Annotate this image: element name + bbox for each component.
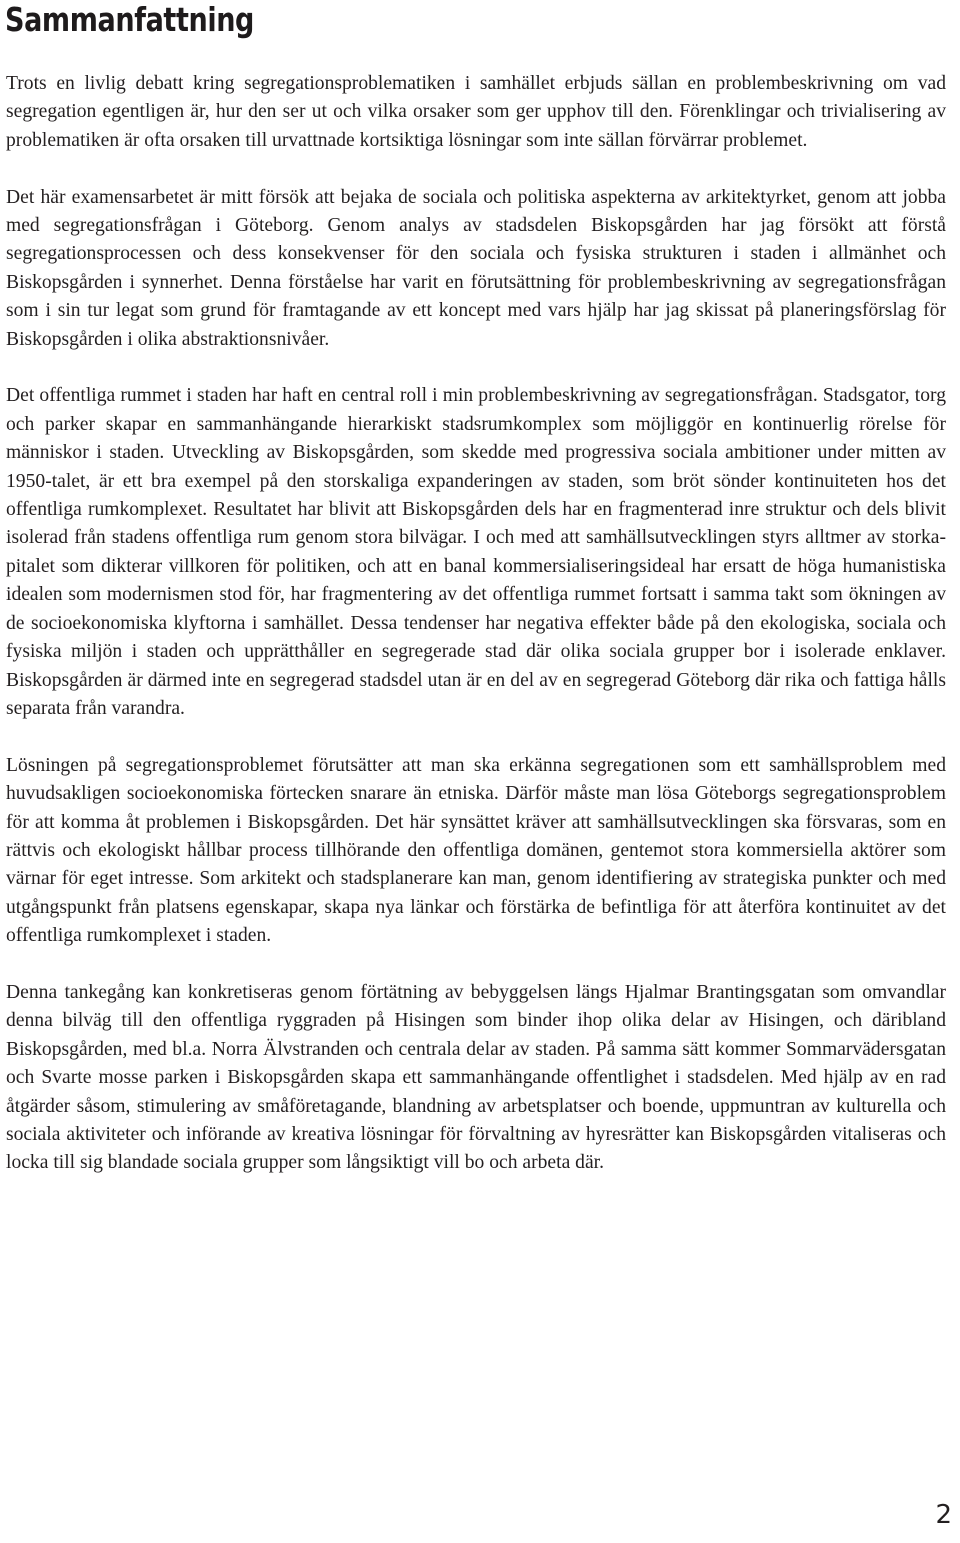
paragraph-4: Lösningen på segregationsproblemet förutsätter att man ska erkänna segregationen som ett samhällsproblem med huvudsakligen socioekonomiska förtecken snarare än etniska. Därför måste man lösa Göteborgs segregationsproblem för att komma åt problemen i Biskopsgården. Det här synsättet kräver att samhällsutvecklingen ska försvaras, som en rättvis och ekologiskt hållbar process tillhörande den offentliga domänen, gentemot stora kommersiella aktörer som värnar för eget intresse. Som arkitekt och stadsplanerare kan man, genom identifiering av strategiska punkter och med utgångspunkt från platsens egenskapar, skapa nya länkar och förstärka de befintliga för att återföra kontinuitet av det offentliga rumkomplexet i staden. (6, 754, 946, 947)
paragraph-3: Det offentliga rummet i staden har haft en central roll i min problembeskrivning av segregationsfrågan. Stadsgator, torg och parker skapar en sammanhängande hierarkiskt stadsrumkomplex som möjliggör en kontinuerlig rörelse för människor i staden. Utveckling av Biskopsgården, som skedde med progressiva sociala ambitioner under mitten av 1950-talet, är ett bra exempel på den storskaliga expanderingen av staden, som bröt sönder kontinuiteten hos det offentliga rumkomplexet. Resultatet har blivit att Biskopsgården dels har en fragmenterad inre struktur och dels blivit isolerad från stadens offentliga rum genom stora bilvägar. I och med att samhällsutvecklingen styrs alltmer av storkapitalet som dikterar villkoren för politiken, och att en banal kommersialiseringsideal har ersatt de höga humanistiska idealen som modernismen stod för, har fragmentering av det offentliga rummet fortsatt i samma takt som ökningen av de socioekonomiska klyftorna i samhället. Dessa tendenser har negativa effekter både på den ekologiska, sociala och fysiska miljön i staden och upprätthåller en segregerade stad där olika sociala grupper bor i isolerade enklaver. Biskopsgården är därmed inte en segregerad stadsdel utan är en del av en segregerad Göteborg där rika och fattiga hålls separata från varandra. (6, 385, 946, 719)
page-number: 2 (935, 1500, 952, 1530)
paragraph-2: Det här examensarbetet är mitt försök att bejaka de sociala och politiska aspekterna av arkitektyrket, genom att jobba med segregationsfrågan i Göteborg. Genom analys av stadsdelen Biskopsgården har jag försökt att förstå segregationsprocessen och dess konsekvenser för den sociala och fysiska strukturen i staden i allmänhet och Biskopsgården i synnerhet. Denna förståelse har varit en förutsättning för problembeskrivning av segregationsfrågan som i sin tur legat som grund för framtagande av ett koncept med vars hjälp har jag skissat på planeringsförslag för Biskopsgården i olika abstraktionsnivåer. (6, 186, 946, 350)
page-title: Sammanfattning (5, 0, 255, 39)
paragraph-5: Denna tankegång kan konkretiseras genom förtätning av bebyggelsen längs Hjalmar Brantingsgatan som omvandlar denna bilväg till den offentliga ryggraden på Hisingen som binder ihop olika delar av Hisingen, och däribland Biskopsgården, med bl.a. Norra Älvstranden och centrala delar av staden. På samma sätt kommer Sommarvädersgatan och Svarte mosse parken i Biskopsgården skapa ett sammanhängande offentlighet i stadsdelen. Med hjälp av en rad åtgärder såsom, stimulering av småföretagande, blandning av arbetsplatser och boende, uppmuntran av kulturella och sociala aktiviteter och införande av kreativa lösningar för förvaltning av hyresrätter kan Biskopsgården vitaliseras och locka till sig blandade sociala grupper som långsiktigt vill bo och arbeta där. (6, 981, 946, 1174)
summary-body (6, 70, 946, 1206)
paragraph-1: Trots en livlig debatt kring segregationsproblematiken i samhället erbjuds sällan en problembeskrivning om vad segregation egentligen är, hur den ser ut och vilka orsaker som ger upphov till den. Förenklingar och trivialisering av problematiken är ofta orsaken till urvattnade kortsiktiga lösningar som inte sällan förvärrar problemet. (6, 73, 946, 151)
